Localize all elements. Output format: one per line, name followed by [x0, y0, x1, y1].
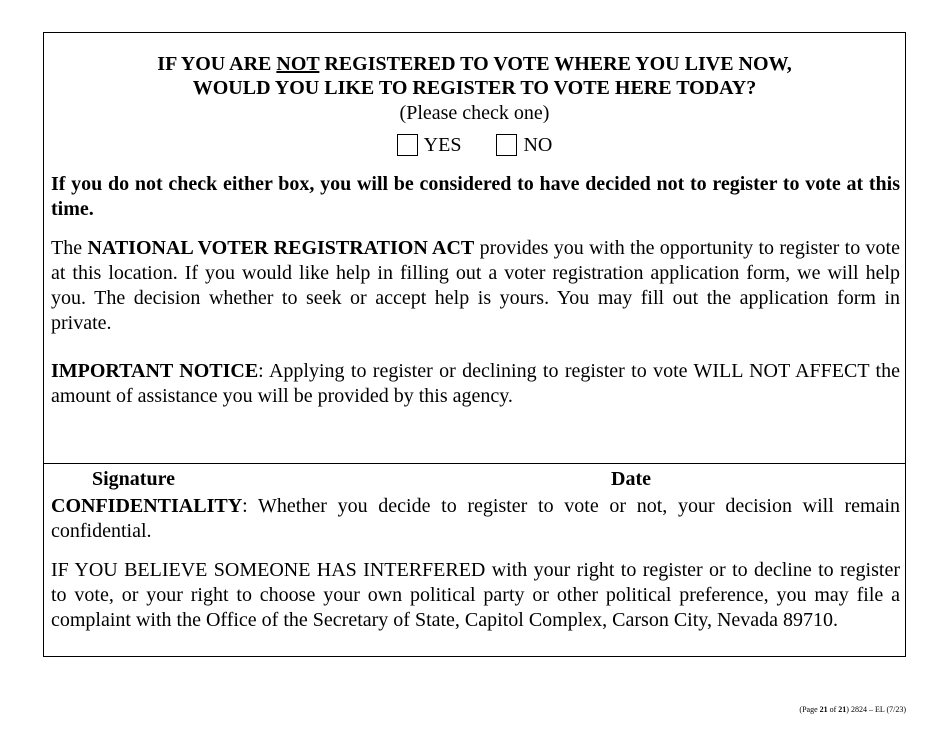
date-label[interactable]: Date — [611, 468, 651, 490]
not-emphasis: NOT — [276, 53, 320, 75]
signature-row — [44, 467, 905, 491]
important-notice: IMPORTANT NOTICE: Applying to register or declining to register to vote WILL NOT AFFECT the amount of assistance you will be provided by this agency. — [51, 360, 900, 407]
important-notice-label: IMPORTANT NOTICE — [51, 360, 259, 382]
yes-option[interactable] — [397, 133, 462, 157]
interference-notice: IF YOU BELIEVE SOMEONE HAS INTERFERED with your right to register or to decline to register to vote, or your right to choose your own political party or other political preference, you may file a complaint with the Office of the Secretary of State, Capitol Complex, Carson City, Nevada 89710. — [51, 559, 900, 631]
question-heading-line1: IF YOU ARE NOT REGISTERED TO VOTE WHERE YOU LIVE NOW, — [157, 53, 792, 75]
confidentiality-label: CONFIDENTIALITY — [51, 495, 243, 517]
page-footer: (Page 21 of 21) 2824 – EL (7/23) — [799, 705, 906, 714]
yes-label: YES — [423, 134, 462, 156]
yes-checkbox[interactable] — [397, 134, 418, 156]
voter-registration-form — [43, 32, 906, 657]
registration-choice-group — [44, 133, 905, 162]
section-divider — [44, 463, 905, 464]
no-label: NO — [523, 134, 553, 156]
question-heading-line2: WOULD YOU LIKE TO REGISTER TO VOTE HERE TODAY? — [192, 77, 757, 99]
nvra-paragraph: The NATIONAL VOTER REGISTRATION ACT provides you with the opportunity to register to vote at this location. If you would like help in filling out a voter registration application form, we will help you. The decision whether to seek or accept help is yours. You may fill out the application form in private. — [51, 237, 900, 334]
confidentiality-notice: CONFIDENTIALITY: Whether you decide to register to vote or not, your decision will remain confidential. — [51, 495, 900, 542]
nvra-act-name: NATIONAL VOTER REGISTRATION ACT — [87, 237, 475, 259]
signature-label[interactable]: Signature — [92, 468, 175, 490]
default-decision-notice: If you do not check either box, you will be considered to have decided not to register to vote at this time. — [51, 173, 900, 220]
no-checkbox[interactable] — [496, 134, 517, 156]
no-option[interactable] — [496, 133, 552, 157]
check-instruction: (Please check one) — [399, 102, 550, 124]
